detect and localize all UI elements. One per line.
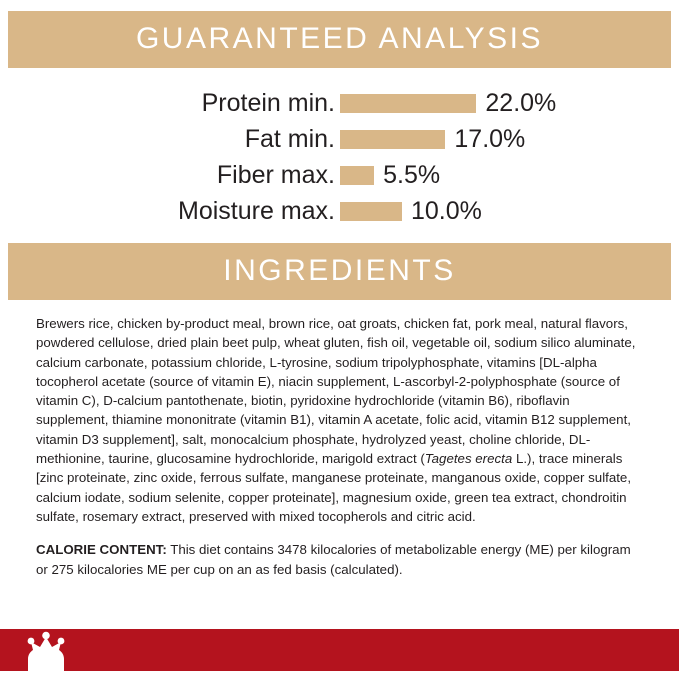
product-label-page bbox=[0, 11, 679, 671]
bottom-brand-band bbox=[0, 629, 679, 671]
ingredients-part-1: Brewers rice, chicken by-product meal, brown rice, oat groats, chicken fat, pork meal, natural flavors, powdered cellulose, dried plain beet pulp, wheat gluten, fish oil, vegetable oil, sodium silico aluminate, calcium carbonate, potassium chloride, L-tyrosine, sodium tripolyphosphate, vitamins [DL-alpha tocopherol acetate (source of vitamin E), niacin supplement, L-ascorbyl-2-polyphosphate (source of vitamin C), D-calcium pantothenate, biotin, pyridoxine hydrochloride (vitamin B6), riboflavin supplement, thiamine mononitrate (vitamin B1), vitamin A acetate, folic acid, vitamin B12 supplement, vitamin D3 supplement], salt, monocalcium phosphate, hydrolyzed yeast, choline chloride, DL-methionine, taurine, glucosamine hydrochloride, marigold extract ( bbox=[36, 316, 636, 467]
nutrient-bar bbox=[340, 166, 374, 185]
nutrient-label: Moisture max. bbox=[178, 196, 335, 225]
nutrient-value: 10.0% bbox=[411, 196, 482, 225]
royal-canin-crown-icon bbox=[20, 629, 106, 671]
ingredients-text bbox=[0, 300, 679, 526]
calorie-content bbox=[0, 526, 679, 579]
nutrient-value: 17.0% bbox=[454, 124, 526, 153]
nutrient-bar bbox=[340, 130, 445, 149]
nutrient-label: Protein min. bbox=[201, 88, 335, 117]
guaranteed-analysis-header: GUARANTEED ANALYSIS bbox=[8, 11, 671, 68]
nutrient-label: Fiber max. bbox=[216, 160, 335, 189]
guaranteed-analysis-row bbox=[0, 85, 679, 121]
guaranteed-analysis-row bbox=[0, 121, 679, 157]
ingredients-latin-name: Tagetes erecta bbox=[424, 451, 513, 467]
nutrient-bar bbox=[340, 94, 476, 113]
guaranteed-analysis-row bbox=[0, 193, 679, 229]
nutrient-label: Fat min. bbox=[244, 124, 335, 153]
ingredients-header: INGREDIENTS bbox=[8, 243, 671, 300]
nutrient-value: 22.0% bbox=[485, 88, 557, 117]
guaranteed-analysis-list bbox=[0, 68, 679, 243]
nutrient-bar bbox=[340, 202, 402, 221]
calorie-content-text: This diet contains 3478 kilocalories of metabolizable energy (ME) per kilogram or 275 kilocalories ME per cup on an as fed basis (calculated). bbox=[36, 542, 631, 577]
guaranteed-analysis-row bbox=[0, 157, 679, 193]
nutrient-value: 5.5% bbox=[383, 160, 441, 189]
calorie-content-label: CALORIE CONTENT: bbox=[36, 542, 167, 558]
ingredients-part-2: L.), trace minerals [zinc proteinate, zinc oxide, ferrous sulfate, manganese proteinate, manganous oxide, copper sulfate, calcium iodate, sodium selenite, copper proteinate], magnesium oxide, green tea extract, chondroitin sulfate, rosemary extract, preserved with mixed tocopherols and citric acid. bbox=[36, 451, 632, 524]
